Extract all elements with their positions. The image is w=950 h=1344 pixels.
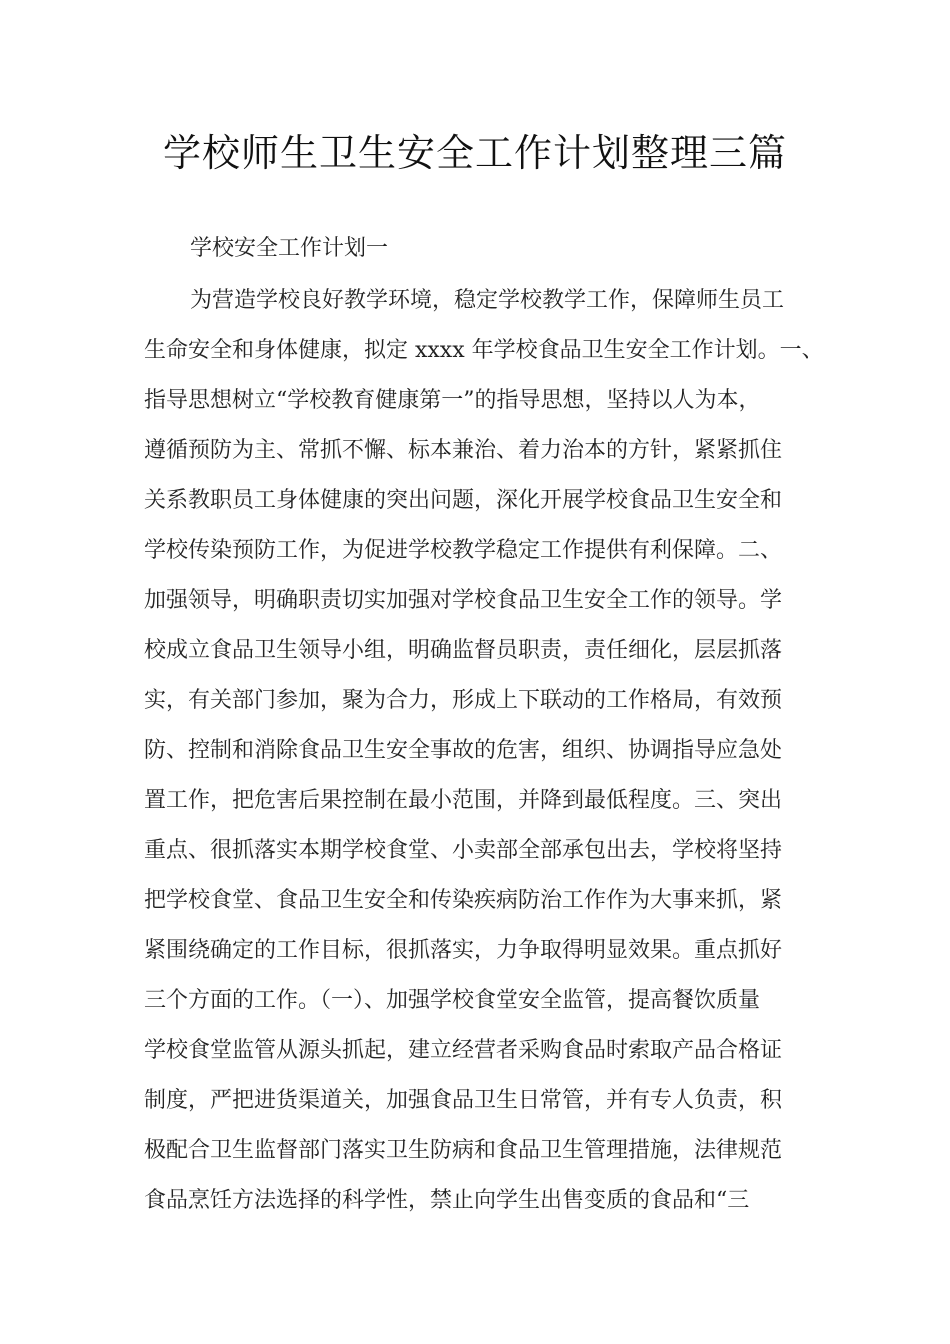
text-line: 食品烹饪方法选择的科学性，禁止向学生出售变质的食品和“三 <box>144 1188 750 1213</box>
text-line: 重点、很抓落实本期学校食堂、小卖部全部承包出去，学校将坚持 <box>144 838 783 863</box>
text-line: 紧围绕确定的工作目标，很抓落实，力争取得明显效果。重点抓好 <box>144 938 783 963</box>
section-heading: 学校安全工作计划一 <box>190 236 389 261</box>
text-line: 指导思想树立“学校教育健康第一”的指导思想，坚持以人为本， <box>144 388 761 413</box>
text-line: 学校食堂监管从源头抓起，建立经营者采购食品时索取产品合格证 <box>144 1038 783 1063</box>
body-text <box>144 285 844 1235</box>
text-line: 实，有关部门参加，聚为合力，形成上下联动的工作格局，有效预 <box>144 688 783 713</box>
text-line: 校成立食品卫生领导小组，明确监督员职责，责任细化，层层抓落 <box>144 638 783 663</box>
text-line: 加强领导，明确职责切实加强对学校食品卫生安全工作的领导。学 <box>144 588 783 613</box>
document-title: 学校师生卫生安全工作计划整理三篇 <box>162 131 787 175</box>
text-line: 极配合卫生监督部门落实卫生防病和食品卫生管理措施，法律规范 <box>144 1138 783 1163</box>
text-line: 三个方面的工作。（一）、加强学校食堂安全监管，提高餐饮质量 <box>144 988 761 1013</box>
text-line: 学校传染预防工作，为促进学校教学稳定工作提供有利保障。二、 <box>144 538 783 563</box>
text-line: 遵循预防为主、常抓不懈、标本兼治、着力治本的方针，紧紧抓住 <box>144 438 783 463</box>
text-line: 把学校食堂、食品卫生安全和传染疾病防治工作作为大事来抓，紧 <box>144 888 783 913</box>
text-line: 防、控制和消除食品卫生安全事故的危害，组织、协调指导应急处 <box>144 738 783 763</box>
text-line: 置工作，把危害后果控制在最小范围，并降到最低程度。三、突出 <box>144 788 783 813</box>
text-line: 关系教职员工身体健康的突出问题，深化开展学校食品卫生安全和 <box>144 488 783 513</box>
text-line: 生命安全和身体健康，拟定 xxxx 年学校食品卫生安全工作计划。一、 <box>144 338 824 363</box>
text-line: 制度，严把进货渠道关，加强食品卫生日常管，并有专人负责，积 <box>144 1088 783 1113</box>
text-line: 为营造学校良好教学环境，稳定学校教学工作，保障师生员工 <box>190 288 785 313</box>
